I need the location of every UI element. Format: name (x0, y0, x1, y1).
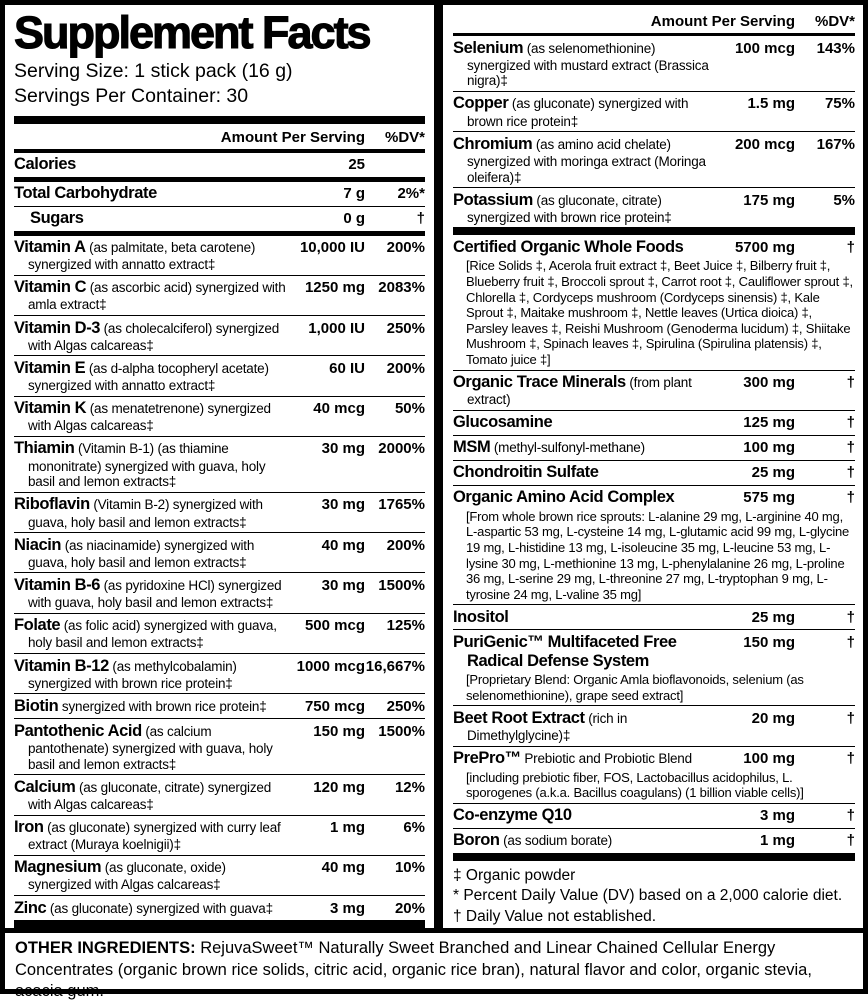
table-row-main (453, 94, 855, 129)
dv-value: † (846, 414, 855, 432)
nutrient-name: Chromium (453, 134, 533, 153)
nutrient-name: Pantothenic Acid (14, 721, 142, 740)
nutrient-name: PrePro™ (453, 749, 521, 768)
nutrient-name: Vitamin A (14, 238, 86, 257)
servings-per-container: Servings Per Container: 30 (14, 85, 249, 108)
dv-value: 5% (833, 191, 855, 209)
nutrient-descriptor: (as folic acid) synergized with guava, holy basil and lemon extracts‡ (28, 618, 277, 651)
dv-value: † (846, 750, 855, 768)
footnote: * Percent Daily Value (DV) based on a 2,000 calorie diet. (453, 887, 843, 905)
nutrient-text (453, 39, 711, 89)
nutrient-text (453, 438, 711, 457)
table-row-main (453, 608, 855, 628)
table-row-main (14, 536, 425, 571)
table-row (14, 533, 425, 573)
amount-value: 0 g (343, 210, 365, 228)
table-row-main (14, 576, 425, 611)
table-row (453, 706, 855, 746)
nutrient-name: Co-enzyme Q10 (453, 806, 572, 825)
nutrient-name: Vitamin B-6 (14, 575, 101, 594)
amount-value: 1250 mg (304, 279, 365, 297)
table-row-main (14, 697, 425, 717)
dv-value: † (846, 633, 855, 651)
table-row (14, 493, 425, 533)
amount-value: 1,000 IU (308, 319, 365, 337)
amount-per-serving-header: Amount Per Serving (220, 128, 365, 146)
dv-value: † (846, 608, 855, 626)
amount-value: 25 mg (751, 608, 795, 626)
amount-value: 40 mg (321, 859, 365, 877)
nutrient-text (453, 608, 711, 627)
nutrient-text (14, 616, 289, 651)
nutrient-text (14, 209, 289, 228)
serving-block (14, 56, 425, 124)
amount-value: 200 mcg (734, 135, 795, 153)
nutrient-text (453, 238, 711, 257)
nutrient-name: Magnesium (14, 858, 102, 877)
dv-value: 16,667% (365, 657, 425, 675)
table-row-main (14, 319, 425, 354)
nutrient-name: Calcium (14, 777, 76, 796)
nutrient-name: Organic Amino Acid Complex (453, 488, 675, 507)
dv-value: 2083% (378, 279, 425, 297)
table-row (453, 630, 855, 706)
amount-value: 175 mg (743, 191, 795, 209)
other-ingredients-section (5, 928, 863, 1008)
nutrient-name: Folate (14, 616, 61, 635)
nutrient-name: Vitamin K (14, 399, 87, 418)
amount-value: 150 mg (313, 722, 365, 740)
table-row (453, 36, 855, 92)
nutrient-text (453, 749, 711, 768)
nutrient-descriptor: (as niacinamide) synergized with guava, holy basil and lemon extracts‡ (28, 537, 255, 570)
dv-value: 200% (386, 239, 425, 257)
nutrient-descriptor: (Vitamin B-1) (as thiamine mononitrate) synergized with guava, holy basil and lemon extracts‡ (28, 441, 266, 490)
nutrient-descriptor: (as pyridoxine HCl) synergized with guava, holy basil and lemon extracts‡ (28, 577, 282, 611)
table-row (14, 276, 425, 316)
column-header-row (453, 7, 855, 36)
nutrient-name: Total Carbohydrate (14, 184, 157, 203)
table-row-main (453, 238, 855, 258)
other-ingredients-text (15, 938, 853, 1002)
table-row (453, 235, 855, 370)
dv-value: 12% (394, 778, 425, 796)
nutrient-descriptor: (methyl-sulfonyl-methane) (493, 440, 645, 456)
dv-value: 1500% (378, 722, 425, 740)
table-row-main (453, 191, 855, 226)
nutrient-sublist: [Proprietary Blend: Organic Amla bioflavonoids, selenium (as selenomethionine), grape seed extract] (466, 672, 804, 703)
amount-value: 1 mg (759, 832, 795, 850)
nutrient-sublist: [Rice Solids ‡, Acerola fruit extract ‡, Beet Juice ‡, Bilberry fruit ‡, Blueberry fruit ‡, Broccoli sprout ‡, Carrot root ‡, Cauliflower sprout ‡, Chlorella ‡, Cordyceps mushroom (Cordyceps sinensis) ‡, Kale Sprout ‡, Maitake mushroom ‡, Nettle leaves (Urtica dioica) ‡, Parsley leaves ‡, Reishi Mushroom (Genoderma lucidum) ‡, Shiitake Mushroom ‡, Spinach leaves ‡, Spirulina (Spirulina platensis) ‡, Tomato juice ‡] (466, 258, 853, 367)
nutrient-text (453, 488, 711, 507)
nutrient-name: Copper (453, 94, 509, 113)
nutrient-text (14, 722, 289, 772)
nutrient-name: Sugars (30, 209, 84, 228)
nutrient-text (453, 135, 711, 185)
other-ingredients-body: RejuvaSweet™ Naturally Sweet Branched and Linear Chained Cellular Energy Concentrates (organic brown rice solids, citric acid, organic rice bran), natural flavor and color, organic stevia, acacia gum. (15, 939, 812, 1000)
nutrient-name: Inositol (453, 607, 509, 626)
table-row (14, 719, 425, 775)
nutrient-text (453, 413, 711, 432)
nutrient-descriptor: (as gluconate, citrate) synergized with Algas calcareas‡ (28, 779, 272, 812)
nutrient-text (453, 709, 711, 744)
table-row-main (14, 616, 425, 651)
nutrient-descriptor: (as ascorbic acid) synergized with amla extract‡ (28, 280, 286, 313)
nutrient-name: Glucosamine (453, 413, 553, 432)
dv-value: † (846, 439, 855, 457)
nutrient-descriptor: (as amino acid chelate) synergized with moringa extract (Moringa oleifera)‡ (467, 136, 706, 185)
nutrient-name: PuriGenic™ Multifaceted Free Radical Defense System (453, 632, 677, 671)
nutrient-descriptor: (as palmitate, beta carotene) synergized with annatto extract‡ (28, 240, 256, 273)
dv-header: %DV* (814, 13, 855, 30)
table-row-main (14, 278, 425, 313)
amount-value: 1 mg (329, 819, 365, 837)
nutrient-name: Vitamin C (14, 278, 87, 297)
nutrient-descriptor: (as gluconate, citrate) synergized with brown rice protein‡ (467, 192, 672, 225)
amount-value: 5700 mg (734, 238, 795, 256)
dv-value: 250% (386, 697, 425, 715)
panel-title: Supplement Facts (14, 7, 370, 58)
dv-value: † (846, 238, 855, 256)
table-row (14, 397, 425, 437)
table-row-main (453, 463, 855, 483)
amount-value: 575 mg (743, 489, 795, 507)
dv-value: 6% (403, 819, 425, 837)
footnote: † Daily Value not established. (453, 907, 657, 925)
table-row (14, 856, 425, 896)
footnotes (453, 861, 855, 927)
dv-value: 167% (816, 135, 855, 153)
dv-value: 20% (394, 899, 425, 917)
dv-value: 143% (816, 39, 855, 57)
amount-value: 20 mg (751, 709, 795, 727)
nutrient-name: Niacin (14, 535, 62, 554)
table-row-main (14, 155, 425, 175)
table-row (14, 896, 425, 928)
dv-value: † (846, 374, 855, 392)
amount-value: 10,000 IU (299, 239, 365, 257)
nutrient-name: Boron (453, 831, 500, 850)
amount-value: 500 mcg (304, 617, 365, 635)
dv-value: † (416, 210, 425, 228)
amount-value: 100 mg (743, 750, 795, 768)
table-row (14, 236, 425, 276)
nutrient-descriptor: (as methylcobalamin) synergized with brown rice protein‡ (28, 658, 237, 691)
table-row-main (14, 778, 425, 813)
dv-value: 200% (386, 536, 425, 554)
table-row-main (453, 438, 855, 458)
dv-value: 2%* (397, 185, 425, 203)
amount-value: 60 IU (329, 359, 365, 377)
nutrient-name: Potassium (453, 190, 533, 209)
nutrient-descriptor: (as cholecalciferol) synergized with Algas calcareas‡ (28, 320, 280, 353)
nutrient-text (14, 439, 289, 489)
nutrient-text (14, 155, 289, 174)
nutrient-descriptor: (as gluconate) synergized with brown rice protein‡ (467, 96, 689, 129)
nutrient-name: Biotin (14, 696, 59, 715)
right-rows (453, 36, 855, 861)
table-row-main (14, 858, 425, 893)
table-row-main (14, 495, 425, 530)
table-row (453, 371, 855, 411)
amount-value: 40 mg (321, 536, 365, 554)
nutrient-name: Organic Trace Minerals (453, 373, 626, 392)
nutrient-text (14, 319, 289, 354)
nutrient-text (14, 818, 289, 853)
nutrient-text (453, 463, 711, 482)
amount-value: 100 mg (743, 439, 795, 457)
nutrient-text (14, 536, 289, 571)
table-row-main (14, 359, 425, 394)
nutrient-text (14, 399, 289, 434)
table-row (453, 436, 855, 461)
amount-value: 300 mg (743, 374, 795, 392)
table-row-main (14, 899, 425, 919)
table-row (453, 829, 855, 861)
dv-value: 1765% (378, 496, 425, 514)
table-row (14, 614, 425, 654)
nutrient-name: MSM (453, 438, 491, 457)
nutrient-name: Certified Organic Whole Foods (453, 237, 684, 256)
amount-value: 125 mg (743, 414, 795, 432)
nutrient-text (453, 191, 711, 226)
dv-value: 75% (824, 95, 855, 113)
nutrient-descriptor: (rich in Dimethylglycine)‡ (467, 710, 628, 743)
nutrient-name: Vitamin E (14, 358, 86, 377)
table-row (14, 775, 425, 815)
table-row-main (453, 413, 855, 433)
amount-value: 30 mg (321, 496, 365, 514)
table-row (14, 816, 425, 856)
nutrient-name: Vitamin D-3 (14, 318, 101, 337)
amount-value: 1000 mcg (296, 657, 365, 675)
table-row (14, 694, 425, 719)
nutrient-text (14, 899, 289, 918)
nutrient-descriptor: (as d-alpha tocopheryl acetate) synergized with annatto extract‡ (28, 360, 269, 394)
nutrient-descriptor: (as gluconate) synergized with curry leaf extract (Muraya koelnigii)‡ (28, 820, 281, 853)
dv-value: 50% (394, 400, 425, 418)
nutrient-descriptor: (as selenomethionine) synergized with mustard extract (Brassica nigra)‡ (467, 40, 709, 89)
column-header-row (14, 124, 425, 153)
nutrient-descriptor: (as calcium pantothenate) synergized with guava, holy basil and lemon extracts‡ (28, 723, 273, 772)
nutrient-descriptor: (as menatetrenone) synergized with Algas calcareas‡ (28, 401, 271, 434)
table-row (453, 605, 855, 630)
nutrient-name: Selenium (453, 38, 524, 57)
table-row-main (14, 439, 425, 489)
table-row-main (453, 135, 855, 185)
nutrient-text (14, 238, 289, 273)
nutrient-descriptor: (from plant extract) (467, 375, 692, 408)
table-row (14, 153, 425, 182)
nutrient-text (14, 858, 289, 893)
amount-value: 7 g (343, 185, 365, 203)
table-row-main (14, 818, 425, 853)
amount-value: 100 mcg (734, 39, 795, 57)
dv-header: %DV* (384, 128, 425, 146)
right-column (443, 5, 863, 928)
table-row (453, 132, 855, 188)
table-row-main (14, 238, 425, 273)
nutrient-text (453, 831, 711, 850)
column-divider (434, 5, 443, 928)
nutrient-text (453, 633, 711, 671)
table-row-main (453, 749, 855, 769)
table-row-main (453, 39, 855, 89)
table-row (14, 356, 425, 396)
nutrient-text (14, 697, 289, 716)
other-ingredients-label: OTHER INGREDIENTS: (15, 939, 196, 958)
dv-value: † (846, 807, 855, 825)
left-rows (14, 153, 425, 929)
table-row (14, 573, 425, 613)
table-row-main (14, 399, 425, 434)
dv-value: 125% (386, 617, 425, 635)
nutrient-sublist: [From whole brown rice sprouts: L-alanine 29 mg, L-arginine 40 mg, L-aspartic 53 mg, L-cysteine 14 mg, L-glutamic acid 99 mg, L-glycine 19 mg, L-histidine 13 mg, L-isoleucine 35 mg, L-leucine 53 mg, L-lysine 30 mg, L-methionine 13 mg, L-phenylalanine 26 mg, L-proline 36 mg, L-serine 29 mg, L-threonine 27 mg, L-tryptophan 9 mg, L-tyrosine 24 mg, L-valine 35 mg] (466, 508, 850, 602)
nutrient-descriptor: Prebiotic and Probiotic Blend (524, 751, 692, 767)
table-row-main (14, 657, 425, 692)
table-row-main (453, 806, 855, 826)
table-row (14, 437, 425, 493)
nutrient-text (14, 184, 289, 203)
nutrient-text (14, 495, 289, 530)
nutrient-name: Zinc (14, 898, 47, 917)
nutrient-text (453, 806, 711, 825)
dv-value: 1500% (378, 576, 425, 594)
amount-value: 30 mg (321, 440, 365, 458)
table-row-main (453, 488, 855, 508)
table-row (14, 654, 425, 694)
nutrient-name: Chondroitin Sulfate (453, 463, 599, 482)
table-row-main (453, 831, 855, 851)
nutrient-descriptor: (as gluconate, oxide) synergized with Algas calcareas‡ (28, 860, 226, 893)
dv-value: † (846, 832, 855, 850)
table-row (14, 207, 425, 236)
table-row-main (453, 373, 855, 408)
amount-value: 25 (348, 156, 365, 174)
amount-value: 750 mcg (304, 697, 365, 715)
table-row (14, 316, 425, 356)
nutrient-text (14, 576, 289, 611)
nutrient-name: Vitamin B-12 (14, 656, 109, 675)
amount-value: 3 mg (759, 807, 795, 825)
amount-value: 25 mg (751, 464, 795, 482)
dv-value: 10% (394, 859, 425, 877)
nutrient-descriptor: synergized with brown rice protein‡ (61, 698, 267, 714)
nutrient-sublist: [including prebiotic fiber, FOS, Lactobacillus acidophilus, L. sporogenes (a.k.a. Bacillus coagulans) (1 billion viable cells)] (466, 769, 804, 801)
nutrient-name: Riboflavin (14, 495, 90, 514)
nutrient-name: Thiamin (14, 439, 75, 458)
table-row-main (14, 209, 425, 229)
nutrient-text (14, 657, 289, 692)
nutrient-text (14, 778, 289, 813)
nutrient-descriptor: (as sodium borate) (503, 833, 613, 849)
amount-value: 120 mg (313, 778, 365, 796)
nutrient-descriptor: (Vitamin B-2) synergized with guava, holy basil and lemon extracts‡ (28, 497, 263, 530)
nutrient-name: Calories (14, 155, 76, 174)
table-row (453, 747, 855, 804)
amount-value: 30 mg (321, 576, 365, 594)
amount-value: 150 mg (743, 633, 795, 651)
amount-value: 40 mcg (313, 400, 365, 418)
dv-value: 250% (386, 319, 425, 337)
dv-value: † (846, 489, 855, 507)
left-column (5, 5, 434, 928)
table-row (14, 182, 425, 207)
amount-value: 3 mg (329, 899, 365, 917)
dv-value: 2000% (378, 440, 425, 458)
columns-wrap (5, 5, 863, 928)
nutrient-text (14, 278, 289, 313)
table-row (453, 411, 855, 436)
table-row-main (14, 184, 425, 204)
table-row-main (453, 633, 855, 671)
nutrient-text (453, 373, 711, 408)
dv-value: † (846, 709, 855, 727)
serving-size: Serving Size: 1 stick pack (16 g) (14, 59, 293, 82)
table-row (453, 188, 855, 235)
nutrient-name: Beet Root Extract (453, 708, 585, 727)
amount-per-serving-header: Amount Per Serving (650, 13, 795, 30)
footnote: ‡ Organic powder (453, 866, 576, 884)
dv-value: † (846, 464, 855, 482)
nutrient-text (14, 359, 289, 394)
table-row (453, 486, 855, 606)
table-row-main (14, 722, 425, 772)
dv-value: 200% (386, 359, 425, 377)
nutrient-descriptor: (as gluconate) synergized with guava‡ (49, 900, 273, 916)
table-row (453, 92, 855, 132)
table-row-main (453, 709, 855, 744)
nutrient-text (453, 94, 711, 129)
table-row (453, 804, 855, 829)
table-row (453, 461, 855, 486)
amount-value: 1.5 mg (747, 95, 795, 113)
nutrient-name: Iron (14, 818, 44, 837)
